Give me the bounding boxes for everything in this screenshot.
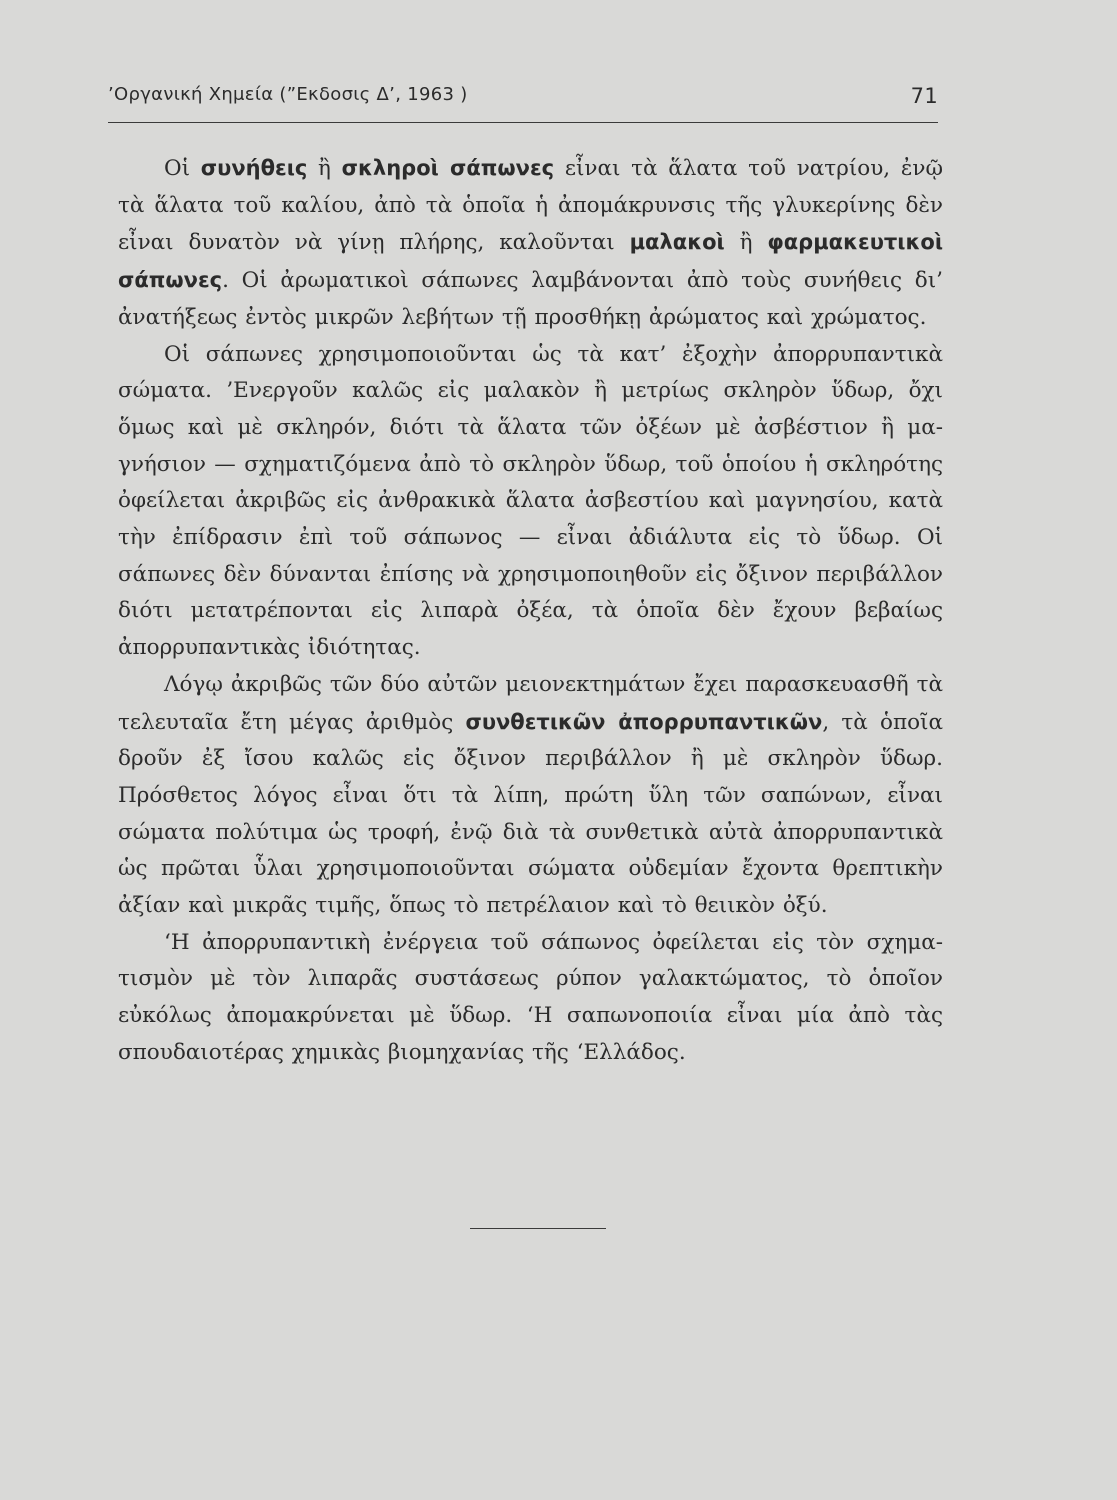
text-segment: εἶναι τὰ ἅλατα τοῦ νατρίου, ἐνῷ τὰ ἅλατα τοῦ καλίου, ἀπὸ τὰ ὁποῖα ἡ ἀπομάκρυνσις τῆς γλυκερίνης δὲν εἶναι δυνατὸν νὰ γίνῃ πλήρης, καλοῦνται	[118, 156, 943, 256]
paragraph	[118, 337, 943, 667]
text-segment: , τὰ ὁποῖα δροῦν ἐξ ἴσου καλῶς εἰς ὄξινον περιβάλλον ἢ μὲ σκληρὸν ὕδωρ. Πρόσθετος λόγος εἶναι ὅτι τὰ λίπη, πρώτη ὕλη τῶν σαπώνων, εἶναι σώματα πολύτιμα ὡς τροφή, ἐνῷ διὰ τὰ συνθετικὰ αὐτὰ ἀπορρυπαντικὰ ὡς πρῶται ὗλαι χρησιμοποιοῦνται σώματα οὐδεμίαν ἔχοντα θρεπτικὴν ἀξίαν καὶ μικρᾶς τιμῆς, ὅπως τὸ πετρέλαιον καὶ τὸ θειικὸν ὀξύ.	[118, 709, 943, 919]
bold-term: φαρμακευτικοὶ σάπωνες	[118, 230, 943, 293]
text-segment: ‘Η ἀπορρυπαντικὴ ἐνέργεια τοῦ σάπωνος ὀφείλεται εἰς τὸν σχηματισμὸν μὲ τὸν λιπαρᾶς συστάσεως ρύπον γαλακτώματος, τὸ ὁποῖον εὐκόλως ἀπομακρύνεται μὲ ὕδωρ. ‘Η σαπωνοποιία εἶναι μία ἀπὸ τὰς σπουδαιοτέρας χημικὰς βιομηχανίας τῆς ‘Ελλάδος.	[118, 929, 943, 1065]
text-segment: Λόγῳ ἀκριβῶς τῶν δύο αὐτῶν μειονεκτημάτων ἔχει παρασκευασθῆ τὰ τελευταῖα ἔτη μέγας ἀριθμὸς	[118, 671, 943, 735]
header-rule	[108, 122, 938, 123]
header-title: ’Οργανική Χημεία (”Εκδοσις Δ’, 1963 )	[108, 84, 468, 105]
paragraph	[118, 667, 943, 925]
body-text	[118, 150, 943, 1072]
bold-term: συνθετικῶν ἀπορρυπαντικῶν	[465, 709, 823, 734]
page-number: 71	[910, 84, 938, 108]
bold-term: συνήθεις	[200, 156, 308, 180]
paragraph	[118, 925, 943, 1072]
text-segment: Οἱ	[164, 156, 201, 181]
bold-term: μαλακοὶ	[629, 230, 725, 255]
end-rule	[470, 1228, 606, 1229]
text-segment: ἢ	[307, 156, 342, 181]
text-segment: Οἱ σάπωνες χρησιμοποιοῦνται ὡς τὰ κατ’ ἐξοχὴν ἀπορρυπαντικὰ σώματα. ’Ενεργοῦν καλῶς εἰς μαλακὸν ἢ μετρίως σκληρὸν ὕδωρ, ὄχι ὅμως καὶ μὲ σκληρόν, διότι τὰ ἅλατα τῶν ὀξέων μὲ ἀσβέστιον ἢ μαγνήσιον — σχηματιζόμενα ἀπὸ τὸ σκληρὸν ὕδωρ, τοῦ ὁποίου ἡ σκληρότης ὀφείλεται ἀκριβῶς εἰς ἀνθρακικὰ ἅλατα ἀσβεστίου καὶ μαγνησίου, κατὰ τὴν ἐπίδρασιν ἐπὶ τοῦ σάπωνος — εἶναι ἀδιάλυτα εἰς τὸ ὕδωρ. Οἱ σάπωνες δὲν δύνανται ἐπίσης νὰ χρησιμοποιηθοῦν εἰς ὄξινον περιβάλλον διότι μετατρέπονται εἰς λιπαρὰ ὀξέα, τὰ ὁποῖα δὲν ἔχουν βεβαίως ἀπορρυπαντικὰς ἰδιότητας.	[118, 341, 943, 661]
bold-term: σκληροὶ σάπωνες	[341, 156, 555, 180]
running-header	[108, 84, 938, 112]
paragraph	[118, 150, 943, 337]
text-segment: . Οἱ ἀρωματικοὶ σάπωνες λαμβάνονται ἀπὸ τοὺς συνήθεις δι’ ἀνατήξεως ἐντὸς μικρῶν λεβήτων τῇ προσθήκῃ ἀρώματος καὶ χρώματος.	[118, 268, 943, 330]
text-segment: ἢ	[724, 230, 768, 256]
